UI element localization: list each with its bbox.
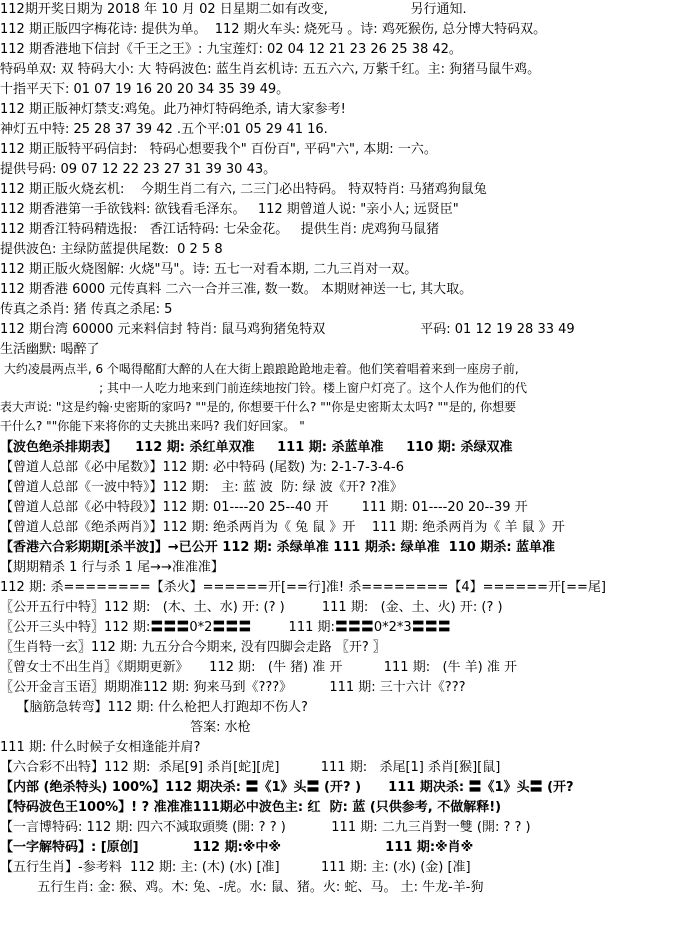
text-line-32: 〖公开三头中特〗112 期:〓〓〓0*2〓〓〓 111 期:〓〓〓0*2*3〓〓〓 — [0, 620, 451, 635]
text-line-45: 五行生肖: 金: 猴、鸡。木: 兔、-虎。水: 鼠、猪。火: 蛇、马。 土: 牛龙-羊-狗 — [0, 880, 484, 895]
text-line-3: 112 期香港地下信封《千王之王》: 九宝莲灯: 02 04 12 21 23 26 25 38 42。 — [0, 42, 462, 57]
story-line-2: ; 其中一人吃力地来到门前连续地按门铃。楼上窗户灯亮了。这个人作为他们的代 — [0, 381, 528, 395]
text-line-33: 〖生肖特一玄〗112 期: 九五分合今期来, 没有四脚会走路 〖开? 〗 — [0, 640, 386, 655]
text-line-18: 生活幽默: 喝醉了 — [0, 342, 100, 357]
story-line-1: 大约凌晨两点半, 6 个喝得酩酊大醉的人在大街上踉踉跄跄地走着。他们笑着唱着来到一座房子前, — [0, 362, 519, 376]
text-line-44: 【五行生肖】-参考料 112 期: 主: (木) (水) [准] 111 期: 主: (水) (金) [准] — [0, 860, 471, 875]
text-line-42: 【一言博特码: 112 期: 四六不減取頭獎 (開: ? ? ) 111 期: 二九三肖對一雙 (開: ? ? ) — [0, 820, 531, 835]
text-line-28: 【香港六合彩期期[杀半波]】→已公开 112 期: 杀绿单准 111 期杀: 绿单准 110 期杀: 蓝单准 — [0, 540, 556, 555]
text-line-23: 【波色绝杀排期表】 112 期: 杀红单双准 111 期: 杀蓝单准 110 期: 杀绿双准 — [0, 440, 513, 455]
text-line-17: 112 期台湾 60000 元来料信封 特肖: 鼠马鸡狗猪兔特双 平码: 01 12 19 28 33 49 — [0, 322, 575, 337]
text-line-31: 〖公开五行中特〗112 期: (木、土、水) 开: (? ) 111 期: (金、土、火) 开: (? ) — [0, 600, 503, 615]
text-line-43: 【一字解特码】: [原创] 112 期:※中※ 111 期:※肖※ — [0, 840, 474, 855]
text-line-36: 【脑筋急转弯】112 期: 什么枪把人打跑却不伤人? — [0, 700, 308, 715]
text-line-38: 111 期: 什么时候子女相逢能并肩? — [0, 740, 201, 755]
text-line-40: 【内部 (绝杀特头) 100%】112 期决杀: 〓《1》头〓 (开? ) 111 期决杀: 〓《1》头〓 (开? — [0, 780, 574, 795]
text-line-10: 112 期正版火烧玄机: 今期生肖二有六, 二三门必出特码。 特双特肖: 马猪鸡狗鼠兔 — [0, 182, 487, 197]
text-line-25: 【曾道人总部《一波中特》】112 期: 主: 蓝 波 防: 绿 波《开? ?准》 — [0, 480, 403, 495]
text-line-7: 神灯五中特: 25 28 37 39 42 .五个平:01 05 29 41 16. — [0, 122, 328, 137]
text-line-27: 【曾道人总部《绝杀两肖》】112 期: 绝杀两肖为《 兔 鼠 》开 111 期: 绝杀两肖为《 羊 鼠 》开 — [0, 520, 565, 535]
text-line-4: 特码单双: 双 特码大小: 大 特码波色: 蓝生肖玄机诗: 五五六六, 万紫千红。主: 狗猪马鼠牛鸡。 — [0, 62, 541, 77]
text-line-37: 答案: 水枪 — [0, 720, 251, 735]
text-line-8: 112 期正版特平码信封: 特码心想要我个" 百份百", 平码"六", 本期: 一六。 — [0, 142, 437, 157]
text-line-29: 【期期精杀 1 行与杀 1 尾→→准准准】 — [0, 560, 224, 575]
text-line-2: 112 期正版四字梅花诗: 提供为单。 112 期火车头: 烧死马 。诗: 鸡死猴伤, 总分博大特码双。 — [0, 22, 547, 37]
text-line-41: 【特码波色王100%】! ? 准准准111期必中波色主: 红 防: 蓝 (只供参考, 不做解释!) — [0, 800, 502, 815]
text-line-26: 【曾道人总部《必中特段》】112 期: 01----20 25--40 开 111 期: 01----20 20--39 开 — [0, 500, 528, 515]
story-line-3: 表大声说: "这是约翰·史密斯的家吗? ""是的, 你想要干什么? ""你是史密斯太太吗? ""是的, 你想要 — [0, 400, 517, 414]
text-line-5: 十指平天下: 01 07 19 16 20 20 34 35 39 49。 — [0, 82, 290, 97]
text-line-6: 112 期正版神灯禁支:鸡兔。此乃神灯特码绝杀, 请大家参考! — [0, 102, 346, 117]
text-line-30: 112 期: 杀========【杀火】======开[==行]准! 杀========【4】======开[==尾] — [0, 580, 606, 595]
text-line-39: 【六合彩不出特】112 期: 杀尾[9] 杀肖[蛇][虎] 111 期: 杀尾[1] 杀肖[猴][鼠] — [0, 760, 501, 775]
text-line-13: 提供波色: 主绿防蓝提供尾数: 0 2 5 8 — [0, 242, 223, 257]
text-line-34: 〖曾女士不出生肖〗《期期更新》 112 期: (牛 猪) 准 开 111 期: (牛 羊) 准 开 — [0, 660, 518, 675]
text-line-12: 112 期香江特码精选报: 香江话特码: 七朵金花。 提供生肖: 虎鸡狗马鼠猪 — [0, 222, 440, 237]
text-line-16: 传真之杀肖: 猪 传真之杀尾: 5 — [0, 302, 173, 317]
text-line-11: 112 期香港第一手欲钱料: 欲钱看毛泽东。 112 期曾道人说: "亲小人; 远贤臣" — [0, 202, 459, 217]
text-line-35: 〖公开金言玉语〗期期准112 期: 狗来马到《???》 111 期: 三十六计《??? — [0, 680, 466, 695]
story-line-4: 干什么? ""你能下来将你的丈夫挑出来吗? 我们好回家。 " — [0, 419, 305, 433]
text-line-1: 112期开奖日期为 2018 年 10 月 02 日星期二如有改变, 另行通知. — [0, 2, 467, 17]
text-line-9: 提供号码: 09 07 12 22 23 27 31 39 30 43。 — [0, 162, 277, 177]
text-line-24: 【曾道人总部《必中尾数》】112 期: 必中特码 (尾数) 为: 2-1-7-3-4-6 — [0, 460, 404, 475]
text-line-14: 112 期正版火烧图解: 火烧"马"。诗: 五七一对看本期, 二九三肖对一双。 — [0, 262, 418, 277]
text-line-15: 112 期香港 6000 元传真料 二六一合并三准, 数一数。 本期财神送一七, 其大取。 — [0, 282, 473, 297]
